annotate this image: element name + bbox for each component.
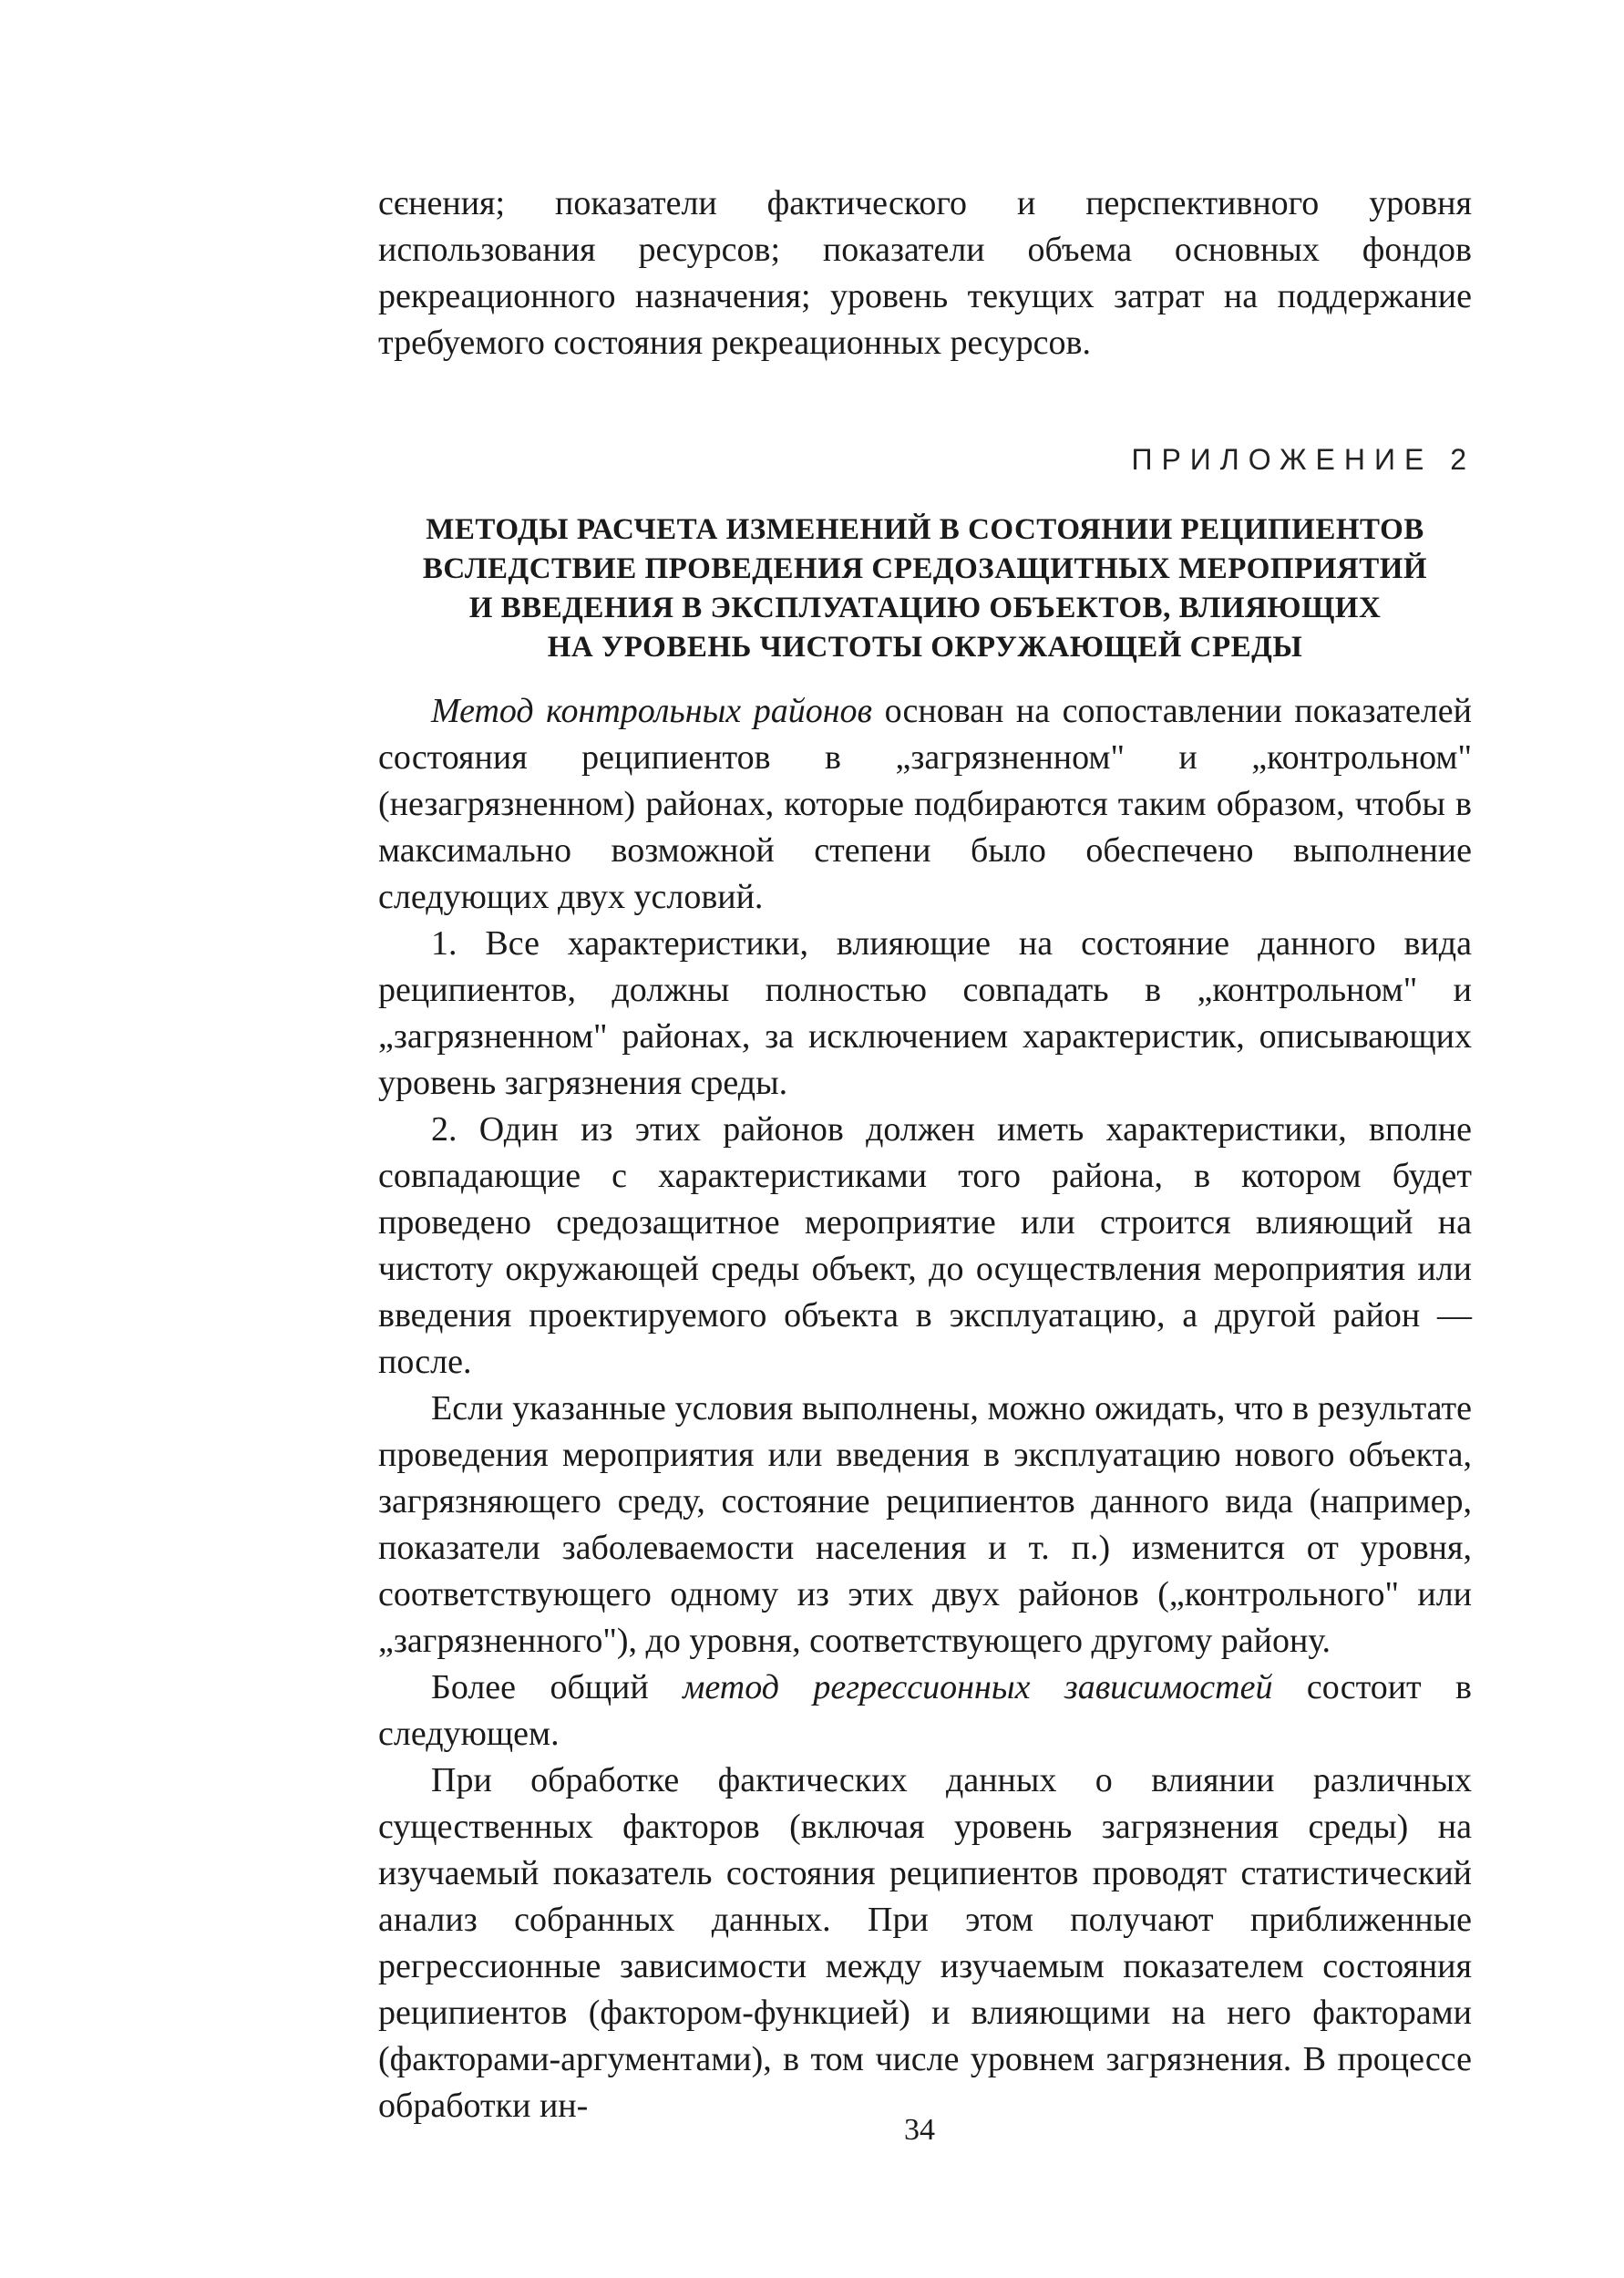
- paragraph-text: состоит в следующем.: [378, 1668, 1473, 1753]
- heading-line: НА УРОВЕНЬ ЧИСТОТЫ ОКРУЖАЮЩЕЙ СРЕДЫ: [547, 631, 1303, 664]
- paragraph-control-regions: [378, 688, 1472, 921]
- paragraph-text: основан на сопоставлении показателей состояния реципиентов в „загрязненном" и „контрольном" (незагрязненном) районах, которые подбираются таким образом, чтобы в максимально возможной степени было обеспечено выполнение следующих двух условий.: [378, 692, 1473, 916]
- paragraph-expected-result: Если указанные условия выполнены, можно ожидать, что в результате проведения мероприятия или введения в эксплуатацию нового объекта, загрязняющего среду, состояние реципиентов данного вида (например, показатели заболеваемости населения и т. п.) изменится от уровня, соответствующего одному из этих двух районов („контрольного" или „загрязненного"), до уровня, соответствующего другому району.: [378, 1389, 1472, 1660]
- paragraph-regression-method: [378, 1665, 1472, 1757]
- heading-line: МЕТОДЫ РАСЧЕТА ИЗМЕНЕНИЙ В СОСТОЯНИИ РЕЦИПИЕНТОВ: [426, 513, 1424, 546]
- method-name-regression: метод регрессионных зависимостей: [683, 1668, 1273, 1706]
- paragraph-text: Более общий: [431, 1668, 684, 1706]
- page-number: 34: [904, 2113, 935, 2147]
- section-heading: [378, 510, 1472, 667]
- heading-line: И ВВЕДЕНИЯ В ЭКСПЛУАТАЦИЮ ОБЪЕКТОВ, ВЛИЯЮЩИХ: [468, 592, 1382, 624]
- body-text: [378, 688, 1472, 2129]
- method-name-control-regions: Метод контрольных районов: [431, 692, 873, 730]
- heading-line: ВСЛЕДСТВИЕ ПРОВЕДЕНИЯ СРЕДОЗАЩИТНЫХ МЕРОПРИЯТИЙ: [422, 552, 1428, 585]
- appendix-label: ПРИЛОЖЕНИЕ 2: [1131, 443, 1475, 476]
- intro-paragraph: сєнения; показатели фактического и перспективного уровня использования ресурсов; показатели объема основных фондов рекреационного назначения; уровень текущих затрат на поддержание требуемого состояния рекреационных ресурсов.: [378, 184, 1472, 362]
- intro-block: [378, 180, 1472, 366]
- paragraph-data-processing: При обработке фактических данных о влиянии различных существенных факторов (включая уровень загрязнения среды) на изучаемый показатель состояния реципиентов проводят статистический анализ собранных данных. При этом получают приближенные регрессионные зависимости между изучаемым показателем состояния реципиентов (фактором-функцией) и влияющими на него факторами (факторами-аргументами), в том числе уровнем загрязнения. В процессе обработки ин-: [378, 1761, 1472, 2125]
- paragraph-condition-1: 1. Все характеристики, влияющие на состояние данного вида реципиентов, должны полностью совпадать в „контрольном" и „загрязненном" районах, за исключением характеристик, описывающих уровень загрязнения среды.: [378, 924, 1472, 1102]
- paragraph-condition-2: 2. Один из этих районов должен иметь характеристики, вполне совпадающие с характеристиками того района, в котором будет проведено средозащитное мероприятие или строится влияющий на чистоту окружающей среды объект, до осуществления мероприятия или введения проектируемого объекта в эксплуатацию, а другой район — после.: [378, 1110, 1472, 1381]
